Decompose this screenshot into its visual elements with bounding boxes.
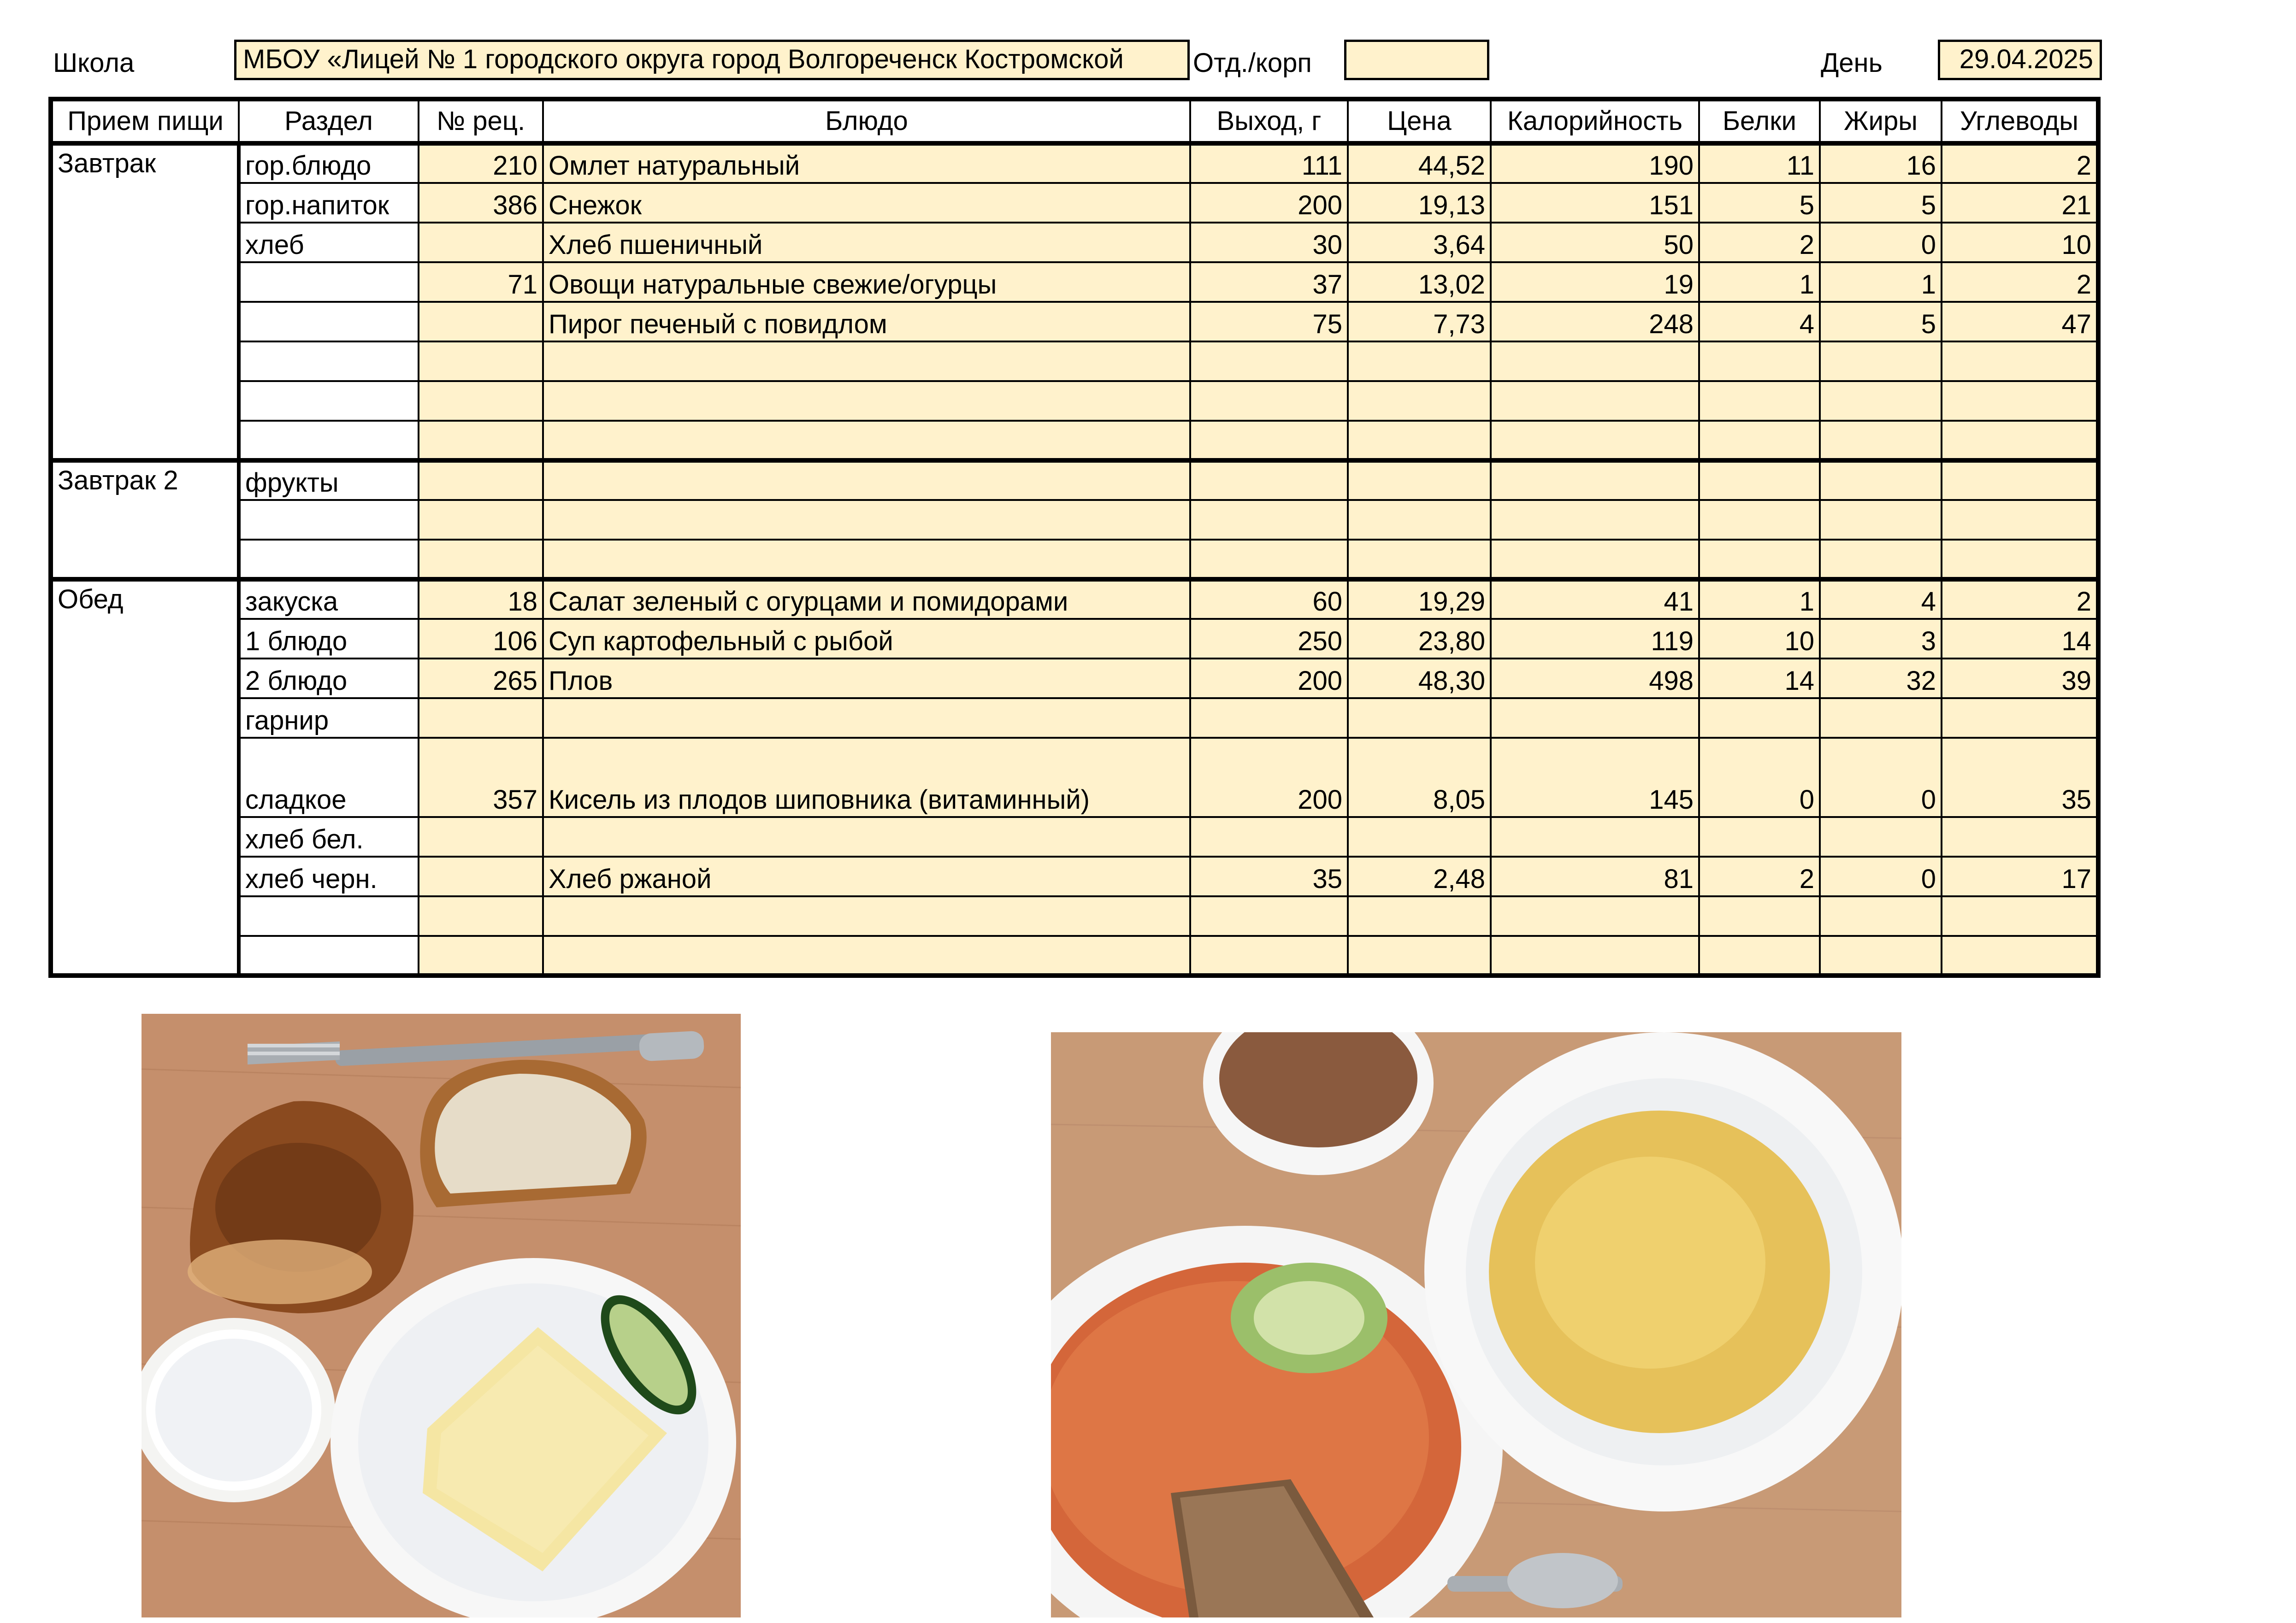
fat-cell[interactable] <box>1820 936 1942 976</box>
calories-cell[interactable] <box>1491 936 1699 976</box>
fat-cell[interactable] <box>1820 500 1942 540</box>
table-row <box>51 143 2098 183</box>
protein-cell[interactable] <box>1699 936 1820 976</box>
protein-cell[interactable] <box>1699 896 1820 936</box>
dish-cell[interactable] <box>543 936 1190 976</box>
section-cell[interactable]: 1 блюдо <box>239 619 419 659</box>
recipe-cell[interactable] <box>419 421 543 460</box>
yield-cell[interactable] <box>1190 341 1348 381</box>
col-dish-header: Блюдо <box>543 99 1190 143</box>
dish-cell[interactable]: Кисель из плодов шиповника (витаминный) <box>543 738 1190 817</box>
table-row <box>51 659 2098 698</box>
fat-cell[interactable]: 1 <box>1820 262 1942 302</box>
calories-cell[interactable] <box>1491 421 1699 460</box>
fat-cell[interactable]: 5 <box>1820 183 1942 223</box>
calories-cell[interactable] <box>1491 381 1699 421</box>
dept-field[interactable] <box>1344 40 1489 80</box>
protein-cell[interactable]: 5 <box>1699 183 1820 223</box>
carbs-cell[interactable] <box>1942 698 2098 738</box>
table-row <box>51 421 2098 460</box>
price-cell[interactable] <box>1348 381 1491 421</box>
yield-cell[interactable] <box>1190 381 1348 421</box>
price-cell[interactable]: 48,30 <box>1348 659 1491 698</box>
protein-cell[interactable]: 10 <box>1699 619 1820 659</box>
fat-cell[interactable]: 4 <box>1820 579 1942 619</box>
table-row <box>51 936 2098 976</box>
fat-cell[interactable] <box>1820 460 1942 500</box>
yield-cell[interactable]: 35 <box>1190 857 1348 896</box>
yield-cell[interactable]: 200 <box>1190 183 1348 223</box>
dish-cell[interactable] <box>543 381 1190 421</box>
recipe-cell[interactable] <box>419 341 543 381</box>
table-row <box>51 698 2098 738</box>
dish-cell[interactable]: Суп картофельный с рыбой <box>543 619 1190 659</box>
fat-cell[interactable] <box>1820 381 1942 421</box>
section-cell[interactable]: закуска <box>239 579 419 619</box>
calories-cell[interactable] <box>1491 460 1699 500</box>
section-cell[interactable] <box>239 302 419 341</box>
calories-cell[interactable] <box>1491 698 1699 738</box>
section-cell[interactable] <box>239 896 419 936</box>
section-cell[interactable] <box>239 341 419 381</box>
protein-cell[interactable]: 0 <box>1699 738 1820 817</box>
fat-cell[interactable] <box>1820 341 1942 381</box>
price-cell[interactable]: 13,02 <box>1348 262 1491 302</box>
dish-cell[interactable]: Салат зеленый с огурцами и помидорами <box>543 579 1190 619</box>
col-fat-header: Жиры <box>1820 99 1942 143</box>
price-cell[interactable] <box>1348 936 1491 976</box>
table-row <box>51 619 2098 659</box>
cup-icon <box>142 1318 335 1502</box>
lunch-photo-image <box>1051 1032 1901 1617</box>
recipe-cell[interactable] <box>419 817 543 857</box>
carbs-cell[interactable]: 47 <box>1942 302 2098 341</box>
breakfast-photo-image <box>142 1014 741 1617</box>
fat-cell[interactable]: 0 <box>1820 738 1942 817</box>
section-cell[interactable] <box>239 500 419 540</box>
col-yield-header: Выход, г <box>1190 99 1348 143</box>
table-row <box>51 302 2098 341</box>
price-cell[interactable] <box>1348 817 1491 857</box>
yield-cell[interactable]: 37 <box>1190 262 1348 302</box>
table-row <box>51 540 2098 579</box>
yield-cell[interactable]: 200 <box>1190 738 1348 817</box>
section-cell[interactable] <box>239 540 419 579</box>
section-cell[interactable]: 2 блюдо <box>239 659 419 698</box>
fat-cell[interactable]: 32 <box>1820 659 1942 698</box>
protein-cell[interactable] <box>1699 460 1820 500</box>
calories-cell[interactable]: 190 <box>1491 143 1699 183</box>
carbs-cell[interactable]: 35 <box>1942 738 2098 817</box>
dish-cell[interactable]: Хлеб ржаной <box>543 857 1190 896</box>
header-row <box>51 99 2098 143</box>
menu-table <box>48 97 2101 978</box>
yield-cell[interactable]: 200 <box>1190 659 1348 698</box>
dish-cell[interactable] <box>543 817 1190 857</box>
meal-name: Завтрак 2 <box>51 460 239 579</box>
calories-cell[interactable]: 19 <box>1491 262 1699 302</box>
meal-group <box>51 143 2098 460</box>
meal-group <box>51 460 2098 579</box>
section-cell[interactable] <box>239 381 419 421</box>
dish-cell[interactable] <box>543 896 1190 936</box>
protein-cell[interactable]: 1 <box>1699 262 1820 302</box>
recipe-cell[interactable] <box>419 857 543 896</box>
price-cell[interactable] <box>1348 896 1491 936</box>
carbs-cell[interactable]: 2 <box>1942 579 2098 619</box>
meal-name: Завтрак <box>51 143 239 460</box>
protein-cell[interactable] <box>1699 540 1820 579</box>
yield-cell[interactable] <box>1190 540 1348 579</box>
recipe-cell[interactable]: 18 <box>419 579 543 619</box>
table-row <box>51 460 2098 500</box>
carbs-cell[interactable]: 2 <box>1942 262 2098 302</box>
carbs-cell[interactable]: 17 <box>1942 857 2098 896</box>
protein-cell[interactable] <box>1699 421 1820 460</box>
carbs-cell[interactable]: 2 <box>1942 143 2098 183</box>
table-row <box>51 857 2098 896</box>
price-cell[interactable] <box>1348 341 1491 381</box>
section-cell[interactable]: хлеб бел. <box>239 817 419 857</box>
recipe-cell[interactable] <box>419 698 543 738</box>
price-cell[interactable]: 23,80 <box>1348 619 1491 659</box>
table-row <box>51 738 2098 817</box>
recipe-cell[interactable] <box>419 302 543 341</box>
yield-cell[interactable]: 30 <box>1190 223 1348 262</box>
dish-cell[interactable] <box>543 698 1190 738</box>
table-row <box>51 817 2098 857</box>
recipe-cell[interactable] <box>419 500 543 540</box>
fat-cell[interactable] <box>1820 421 1942 460</box>
dish-cell[interactable] <box>543 540 1190 579</box>
recipe-cell[interactable]: 357 <box>419 738 543 817</box>
lunch-photo <box>1051 1032 1901 1617</box>
dish-cell[interactable]: Овощи натуральные свежие/огурцы <box>543 262 1190 302</box>
fat-cell[interactable]: 16 <box>1820 143 1942 183</box>
calories-cell[interactable] <box>1491 500 1699 540</box>
calories-cell[interactable] <box>1491 817 1699 857</box>
price-cell[interactable] <box>1348 540 1491 579</box>
col-recipe-header: № рец. <box>419 99 543 143</box>
section-cell[interactable]: гор.напиток <box>239 183 419 223</box>
dish-cell[interactable]: Плов <box>543 659 1190 698</box>
col-calories-header: Калорийность <box>1491 99 1699 143</box>
protein-cell[interactable] <box>1699 698 1820 738</box>
col-section-header: Раздел <box>239 99 419 143</box>
carbs-cell[interactable]: 21 <box>1942 183 2098 223</box>
carbs-cell[interactable] <box>1942 896 2098 936</box>
yield-cell[interactable] <box>1190 698 1348 738</box>
calories-cell[interactable]: 145 <box>1491 738 1699 817</box>
protein-cell[interactable]: 2 <box>1699 857 1820 896</box>
fat-cell[interactable] <box>1820 698 1942 738</box>
calories-cell[interactable] <box>1491 540 1699 579</box>
price-cell[interactable] <box>1348 421 1491 460</box>
section-cell[interactable] <box>239 262 419 302</box>
soup-bowl-icon <box>1424 1032 1901 1511</box>
fat-cell[interactable]: 5 <box>1820 302 1942 341</box>
table-row <box>51 896 2098 936</box>
protein-cell[interactable]: 14 <box>1699 659 1820 698</box>
carbs-cell[interactable] <box>1942 936 2098 976</box>
recipe-cell[interactable]: 265 <box>419 659 543 698</box>
dish-cell[interactable]: Снежок <box>543 183 1190 223</box>
dish-cell[interactable] <box>543 341 1190 381</box>
fat-cell[interactable]: 3 <box>1820 619 1942 659</box>
carbs-cell[interactable]: 39 <box>1942 659 2098 698</box>
dept-label: Отд./корп <box>1193 48 1312 78</box>
carbs-cell[interactable] <box>1942 460 2098 500</box>
yield-cell[interactable]: 250 <box>1190 619 1348 659</box>
protein-cell[interactable] <box>1699 381 1820 421</box>
recipe-cell[interactable] <box>419 381 543 421</box>
col-carbs-header: Углеводы <box>1942 99 2098 143</box>
recipe-cell[interactable]: 71 <box>419 262 543 302</box>
dish-cell[interactable]: Хлеб пшеничный <box>543 223 1190 262</box>
dish-cell[interactable]: Пирог печеный с повидлом <box>543 302 1190 341</box>
dish-cell[interactable] <box>543 500 1190 540</box>
meal-group <box>51 579 2098 976</box>
protein-cell[interactable]: 4 <box>1699 302 1820 341</box>
price-cell[interactable] <box>1348 500 1491 540</box>
section-cell[interactable]: гор.блюдо <box>239 143 419 183</box>
day-label: День <box>1821 48 1883 78</box>
table-row <box>51 183 2098 223</box>
section-cell[interactable]: хлеб черн. <box>239 857 419 896</box>
carbs-cell[interactable] <box>1942 817 2098 857</box>
meal-name: Обед <box>51 579 239 976</box>
calories-cell[interactable]: 151 <box>1491 183 1699 223</box>
price-cell[interactable]: 19,13 <box>1348 183 1491 223</box>
carbs-cell[interactable]: 10 <box>1942 223 2098 262</box>
table-row <box>51 381 2098 421</box>
fat-cell[interactable] <box>1820 540 1942 579</box>
section-cell[interactable] <box>239 936 419 976</box>
col-protein-header: Белки <box>1699 99 1820 143</box>
calories-cell[interactable]: 498 <box>1491 659 1699 698</box>
yield-cell[interactable] <box>1190 500 1348 540</box>
section-cell[interactable]: сладкое <box>239 738 419 817</box>
price-cell[interactable]: 2,48 <box>1348 857 1491 896</box>
table-row <box>51 579 2098 619</box>
fat-cell[interactable]: 0 <box>1820 223 1942 262</box>
protein-cell[interactable] <box>1699 500 1820 540</box>
calories-cell[interactable]: 81 <box>1491 857 1699 896</box>
recipe-cell[interactable]: 106 <box>419 619 543 659</box>
col-meal-header: Прием пищи <box>51 99 239 143</box>
yield-cell[interactable]: 75 <box>1190 302 1348 341</box>
price-cell[interactable]: 19,29 <box>1348 579 1491 619</box>
fat-cell[interactable] <box>1820 896 1942 936</box>
table-row <box>51 223 2098 262</box>
dish-cell[interactable]: Омлет натуральный <box>543 143 1190 183</box>
yield-cell[interactable] <box>1190 896 1348 936</box>
carbs-cell[interactable] <box>1942 421 2098 460</box>
price-cell[interactable]: 8,05 <box>1348 738 1491 817</box>
yield-cell[interactable] <box>1190 817 1348 857</box>
protein-cell[interactable]: 11 <box>1699 143 1820 183</box>
price-cell[interactable]: 3,64 <box>1348 223 1491 262</box>
table-row <box>51 341 2098 381</box>
yield-cell[interactable]: 111 <box>1190 143 1348 183</box>
yield-cell[interactable]: 60 <box>1190 579 1348 619</box>
yield-cell[interactable] <box>1190 460 1348 500</box>
calories-cell[interactable] <box>1491 896 1699 936</box>
calories-cell[interactable] <box>1491 341 1699 381</box>
calories-cell[interactable]: 41 <box>1491 579 1699 619</box>
carbs-cell[interactable]: 14 <box>1942 619 2098 659</box>
recipe-cell[interactable]: 210 <box>419 143 543 183</box>
breakfast-photo <box>142 1014 741 1617</box>
col-price-header: Цена <box>1348 99 1491 143</box>
calories-cell[interactable]: 248 <box>1491 302 1699 341</box>
plate-icon <box>331 1258 736 1617</box>
recipe-cell[interactable] <box>419 223 543 262</box>
fat-cell[interactable]: 0 <box>1820 857 1942 896</box>
section-cell[interactable]: хлеб <box>239 223 419 262</box>
section-cell[interactable]: гарнир <box>239 698 419 738</box>
school-field[interactable]: МБОУ «Лицей № 1 городского округа город Волгореченск Костромской <box>234 40 1190 80</box>
price-cell[interactable]: 44,52 <box>1348 143 1491 183</box>
recipe-cell[interactable]: 386 <box>419 183 543 223</box>
recipe-cell[interactable] <box>419 460 543 500</box>
school-label: Школа <box>53 48 135 78</box>
calories-cell[interactable]: 119 <box>1491 619 1699 659</box>
carbs-cell[interactable] <box>1942 381 2098 421</box>
carbs-cell[interactable] <box>1942 500 2098 540</box>
price-cell[interactable] <box>1348 698 1491 738</box>
dish-cell[interactable] <box>543 421 1190 460</box>
protein-cell[interactable] <box>1699 817 1820 857</box>
protein-cell[interactable]: 2 <box>1699 223 1820 262</box>
table-row <box>51 262 2098 302</box>
price-cell[interactable]: 7,73 <box>1348 302 1491 341</box>
price-cell[interactable] <box>1348 460 1491 500</box>
recipe-cell[interactable] <box>419 896 543 936</box>
calories-cell[interactable]: 50 <box>1491 223 1699 262</box>
table-row <box>51 500 2098 540</box>
carbs-cell[interactable] <box>1942 341 2098 381</box>
section-cell[interactable]: фрукты <box>239 460 419 500</box>
fat-cell[interactable] <box>1820 817 1942 857</box>
protein-cell[interactable]: 1 <box>1699 579 1820 619</box>
recipe-cell[interactable] <box>419 936 543 976</box>
carbs-cell[interactable] <box>1942 540 2098 579</box>
protein-cell[interactable] <box>1699 341 1820 381</box>
day-field[interactable]: 29.04.2025 <box>1938 40 2102 80</box>
yield-cell[interactable] <box>1190 421 1348 460</box>
recipe-cell[interactable] <box>419 540 543 579</box>
dish-cell[interactable] <box>543 460 1190 500</box>
section-cell[interactable] <box>239 421 419 460</box>
yield-cell[interactable] <box>1190 936 1348 976</box>
